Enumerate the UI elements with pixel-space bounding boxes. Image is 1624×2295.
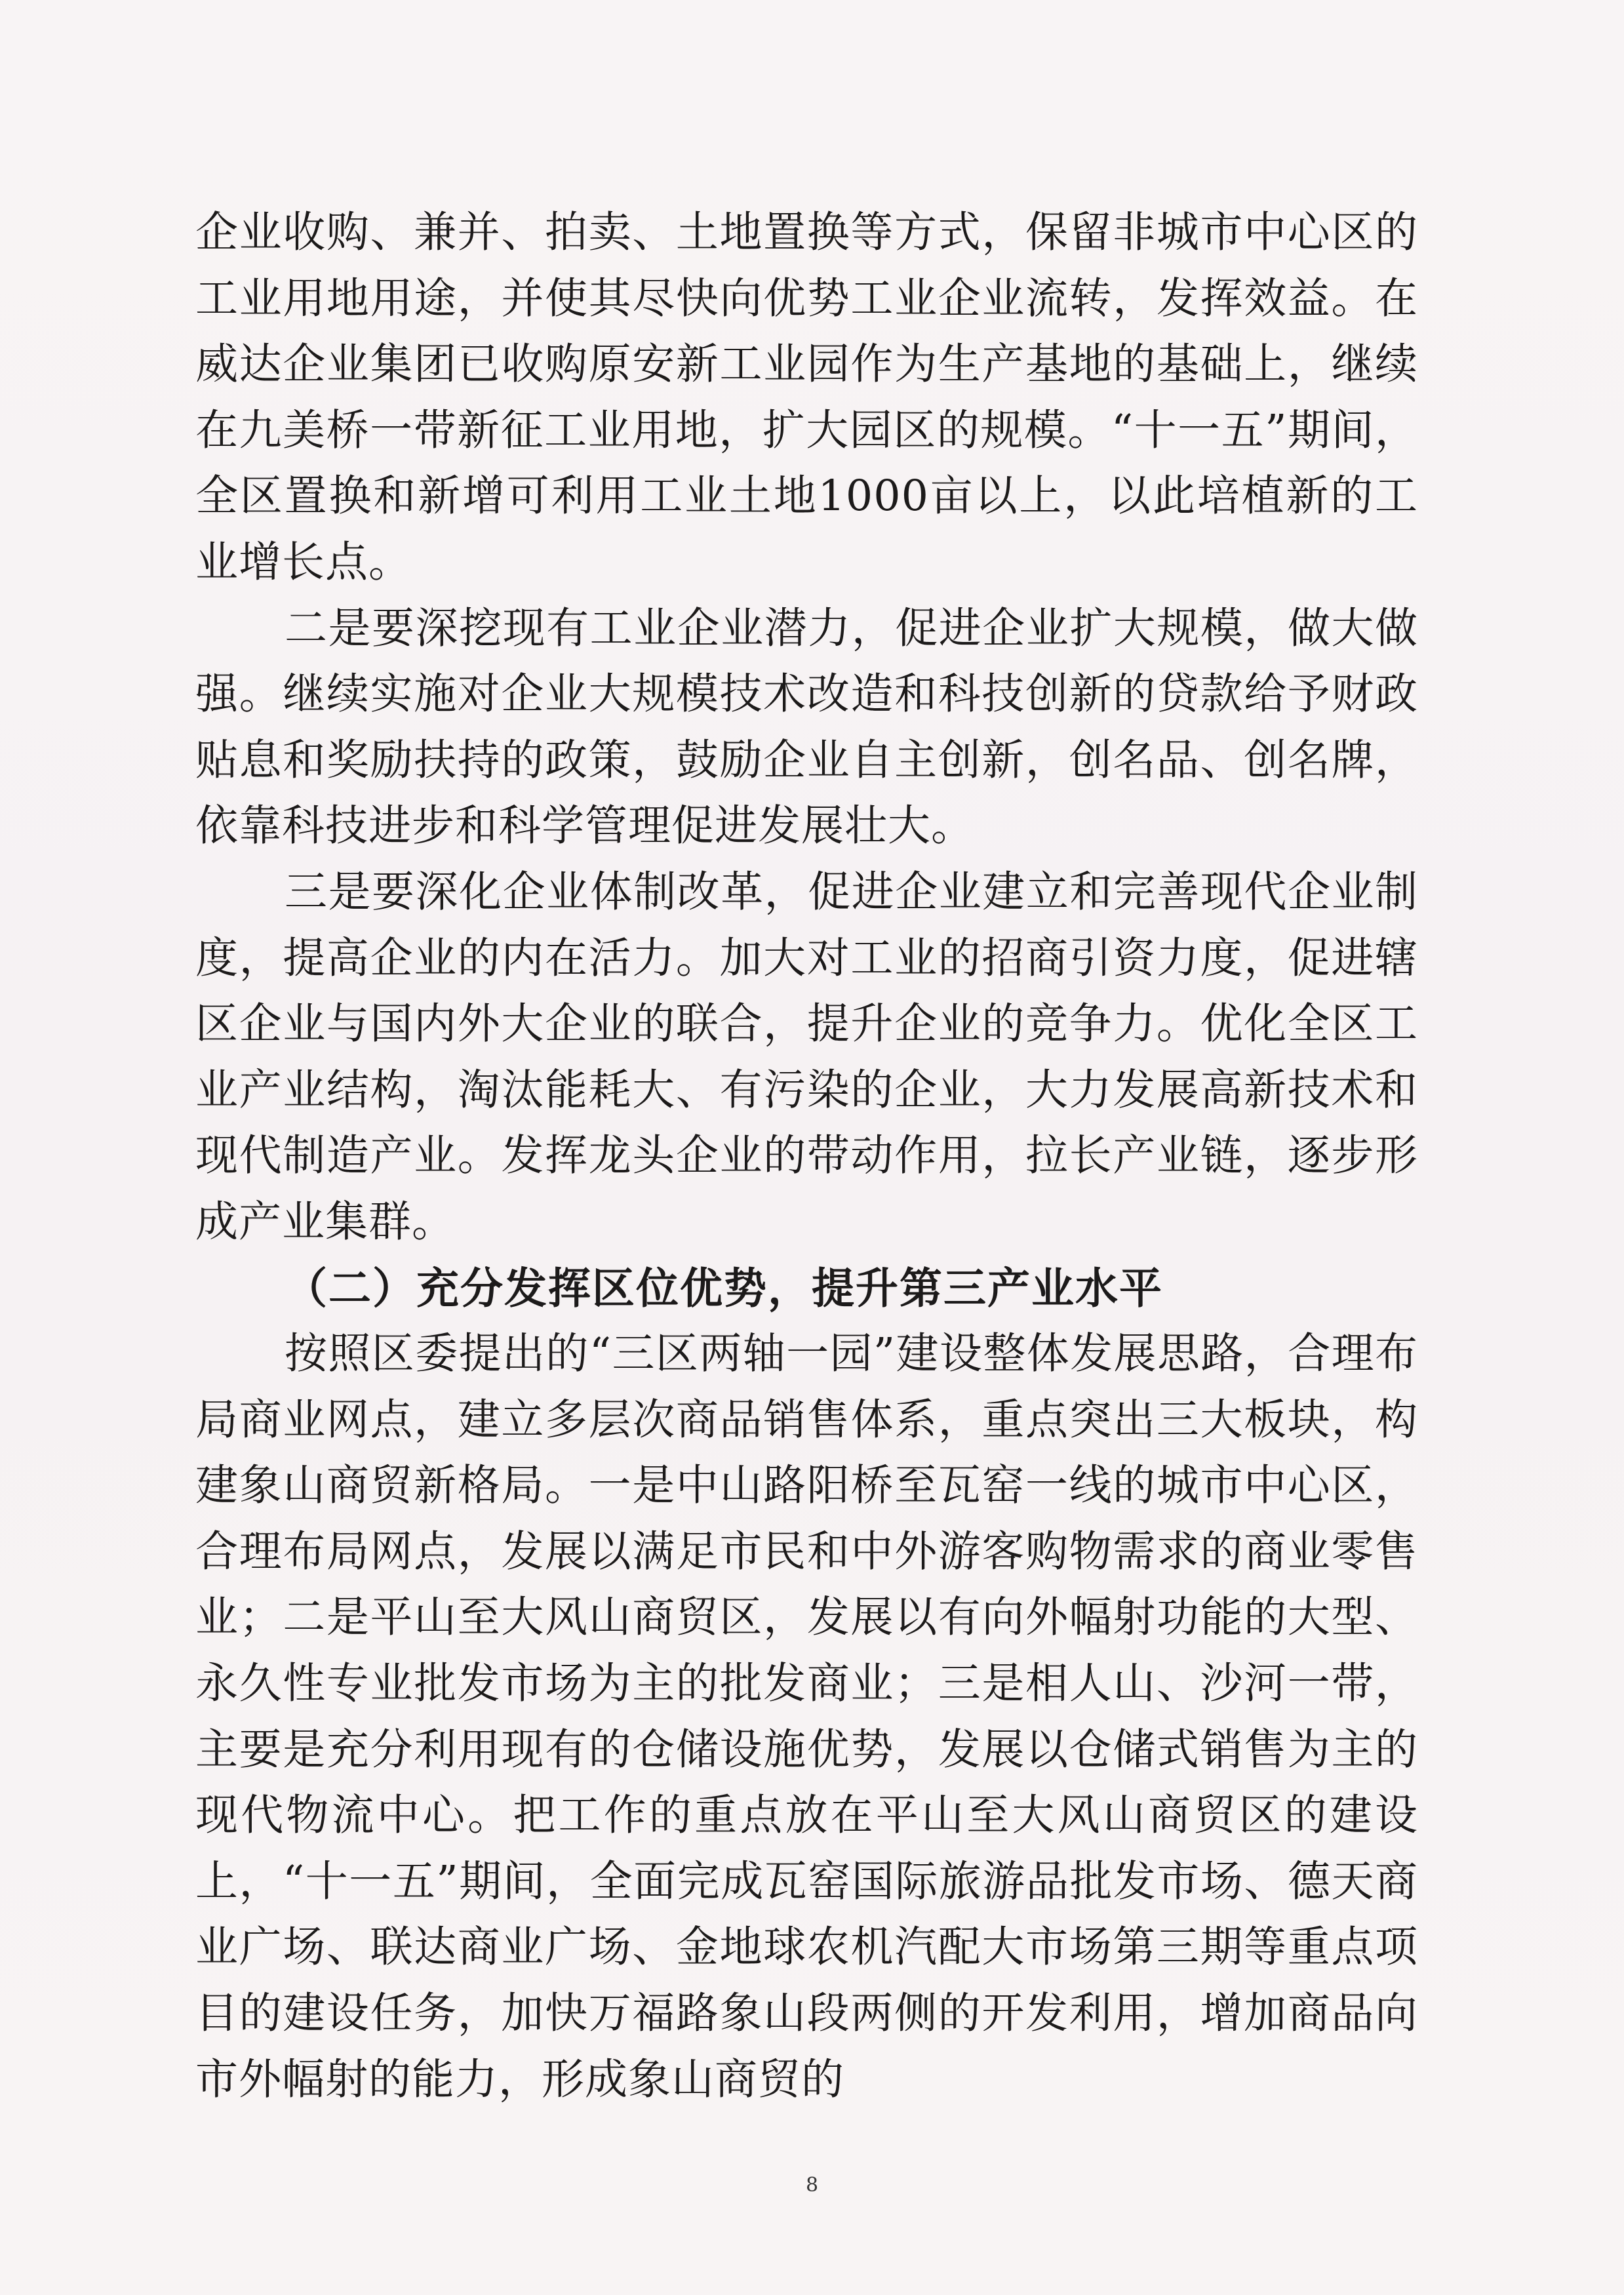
paragraph-deepen-enterprise-potential: 二是要深挖现有工业企业潜力，促进企业扩大规模，做大做强。继续实施对企业大规模技术改造和科技创新的贷款给予财政贴息和奖励扶持的政策，鼓励企业自主创新，创名品、创名牌，依靠科技进步和科学管理促进发展壮大。	[195, 603, 1418, 851]
paragraph-commerce-layout: 按照区委提出的“三区两轴一园”建设整体发展思路，合理布局商业网点，建立多层次商品销售体系，重点突出三大板块，构建象山商贸新格局。一是中山路阳桥至瓦窑一线的城市中心区，合理布局网点，发展以满足市民和中外游客购物需求的商业零售业；二是平山至大风山商贸区，发展以有向外幅射功能的大型、永久性专业批发市场为主的批发商业；三是相人山、沙河一带，主要是充分利用现有的仓储设施优势，发展以仓储式销售为主的现代物流中心。把工作的重点放在平山至大风山商贸区的建设上，“十一五”期间，全面完成瓦窑国际旅游品批发市场、德天商业广场、联达商业广场、金地球农机汽配大市场第三期等重点项目的建设任务，加快万福路象山段两侧的开发利用，增加商品向市外幅射的能力，形成象山商贸的	[195, 1329, 1418, 2104]
section-heading: （二）充分发挥区位优势，提升第三产业水平	[285, 1263, 1164, 1313]
paragraph-enterprise-reform: 三是要深化企业体制改革，促进企业建立和完善现代企业制度，提高企业的内在活力。加大对工业的招商引资力度，促进辖区企业与国内外大企业的联合，提升企业的竞争力。优化全区工业产业结构，淘汰能耗大、有污染的企业，大力发展高新技术和现代制造产业。发挥龙头企业的带动作用，拉长产业链，逐步形成产业集群。	[195, 867, 1418, 1247]
paragraph-continuation: 企业收购、兼并、拍卖、土地置换等方式，保留非城市中心区的工业用地用途，并使其尽快向优势工业企业流转，发挥效益。在威达企业集团已收购原安新工业园作为生产基地的基础上，继续在九美桥一带新征工业用地，扩大园区的规模。“十一五”期间，全区置换和新增可利用工业土地1000亩以上，以此培植新的工业增长点。	[195, 208, 1418, 587]
page-number: 8	[805, 2174, 819, 2197]
document-body	[195, 200, 1418, 2113]
